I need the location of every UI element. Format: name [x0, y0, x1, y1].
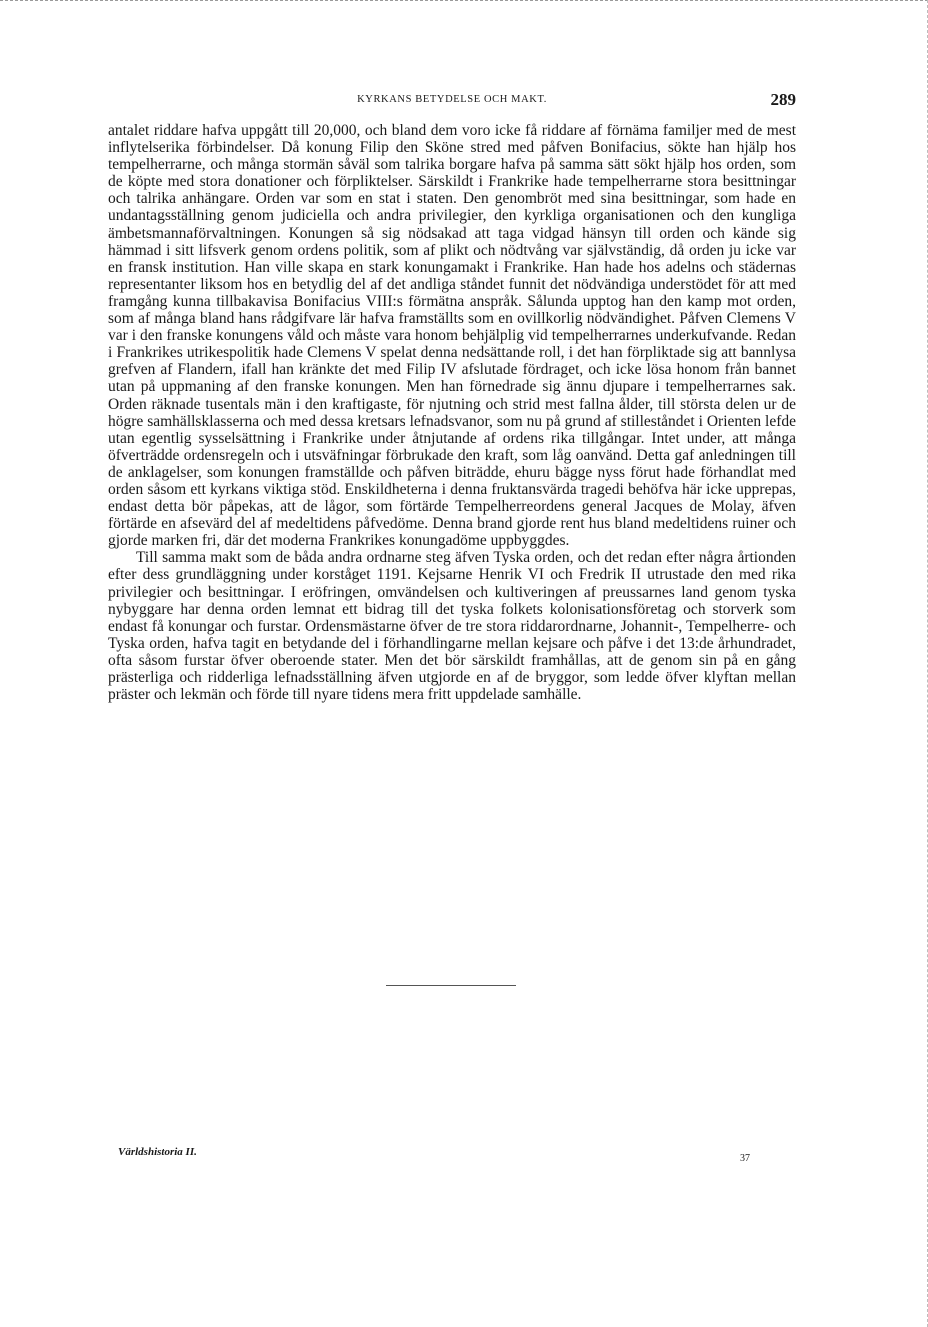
section-divider	[386, 985, 516, 986]
paragraph-2: Till samma makt som de båda andra ordnarne steg äfven Tyska orden, och det redan efter några årtionden efter dess grundläggning under korståget 1191. Kejsarne Henrik VI och Fredrik II utrustade den med rika privilegier och besittningar. I eröfringen, omvändelsen och kultiveringen af preussarnes land genom tyska nybyggare har denna orden lemnat ett bidrag till det tyska folkets kolonisationsföretag och storverk som endast få konungar och furstar. Ordensmästarne öfver de tre stora riddarordnarne, Johannit-, Tempelherre- och Tyska orden, hafva tagit en betydande del i förhandlingarne mellan kejsare och påfve i det 13:de århundradet, ofta såsom furstar öfver oberoende stater. Men det bör särskildt framhållas, att de genom sin på en gång prästerliga och ridderliga lefnadsställning äfven utgjorde en af de bryggor, som ledde öfver klyftan mellan präster och lekmän och förde till nyare tidens mera fritt uppdelade samhälle.	[108, 549, 796, 704]
paragraph-1: antalet riddare hafva uppgått till 20,000, och bland dem voro icke få riddare af förnäma familjer med de mest inflytelserika förbindelser. Då konung Filip den Sköne stred med påfven Bonifacius, sökte han hjälp hos tempelherrarne, och många stormän såväl som talrika borgare hafva på samma sätt sökt hjälp hos orden, som de köpte med stora donationer och förpliktelser. Särskildt i Frankrike hade tempelherrarne stora besittningar och talrika anhängare. Orden var som en stat i staten. Den genombröt med sina besittningar, som hade en undantagsställning genom judiciella och andra privilegier, den kyrkliga organisationen och den kungliga ämbetsmannaförvaltningen. Konungen så sig nödsakad att taga vidgad hänsyn till orden och kände sig hämmad i sitt lifsverk genom ordens politik, som af plikt och nödtvång var självständig, då orden ju icke var en fransk institution. Han ville skapa en stark konungamakt i Frankrike. Han hade hos adelns och städernas representanter liksom hos en betydlig del af det andliga ståndet funnit det nödvändiga understödet för att med framgång kunna tillbakavisa Bonifacius VIII:s förmätna anspråk. Sålunda upptog han den kamp mot orden, som af många bland hans rådgifvare lär hafva framställts som en ovillkorlig nödvändighet. Påfven Clemens V var i den franske konungens våld och måste vara honom behjälplig vid tempelherrarnes underkufvande. Redan i Frankrikes utrikespolitik hade Clemens V spelat denna nedsättande roll, i det han förpliktade sig att bannlysa grefven af Flandern, ifall han kränkte det med Filip IV afslutade fördraget, och icke lösa honom från bannet utan på uppmaning af den franske konungen. Men han förnedrade sig ännu djupare i tempelherrarnes sak. Orden räknade tusentals män i den kraftigaste, för njutning och strid mest fallna ålder, till största delen ur de högre samhällsklasserna och med dessa kretsars lefnadsvanor, som nu på grund af stilleståndet i Orienten lefde utan egentlig sysselsättning i Frankrike under åtnjutande af ordens rika tillgångar. Intet under, att många öfverträdde ordensregeln och i utsväfningar förbrukade den kraft, som låg oanvänd. Detta gaf anledningen till de anklagelser, som konungen framställde och påfven biträdde, ehuru bägge nyss förut hade förhandlat med orden såsom ett kyrkans viktiga stöd. Enskildheterna i denna fruktansvärda tragedi behöfva här icke upprepas, endast detta bör påpekas, att de lågor, som förtärde Tempelherreordens general Jacques de Molay, äfven förtärde en afsevärd del af medeltidens påfvedöme. Denna brand gjorde rent hus bland medeltidens ruiner och gjorde marken fri, där det moderna Frankrikes konungadöme uppbyggdes.	[108, 122, 796, 550]
page-number: 289	[770, 90, 796, 109]
body-text	[108, 122, 796, 932]
footer-signature-mark: 37	[740, 1153, 750, 1164]
running-head	[108, 90, 796, 111]
footer-book-title: Världshistoria II.	[118, 1146, 197, 1158]
scan-edge-top	[0, 0, 928, 4]
running-title: KYRKANS BETYDELSE OCH MAKT.	[357, 94, 547, 105]
